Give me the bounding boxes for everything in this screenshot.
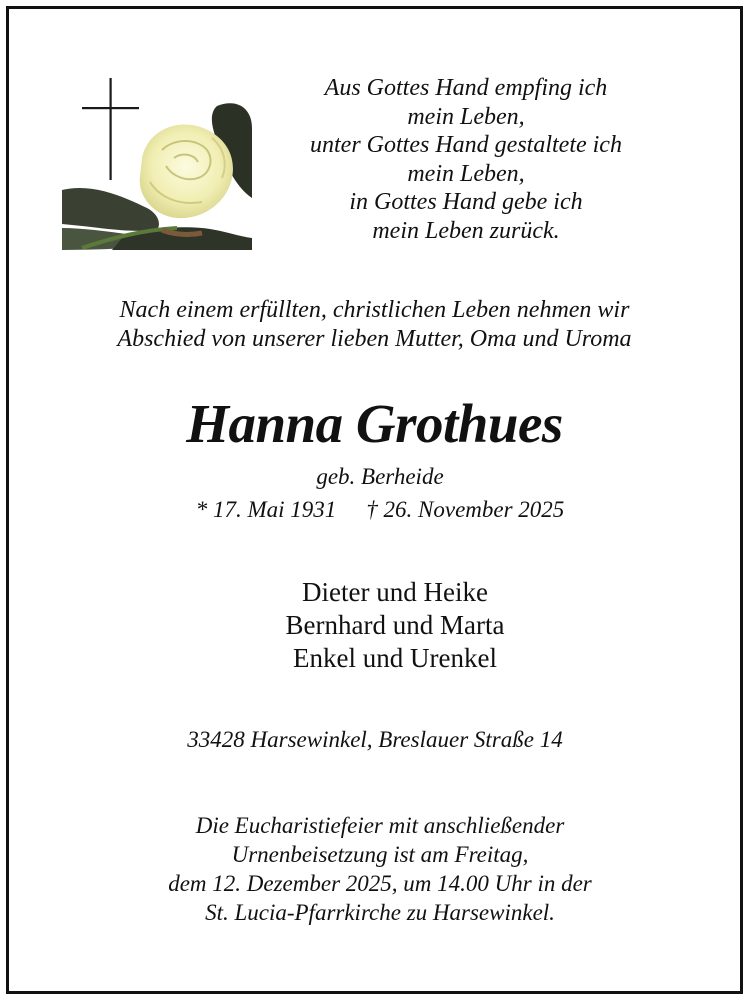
mourners [150,576,640,675]
death-date: † 26. November 2025 [366,497,565,522]
intro-line: Nach einem erfüllten, christlichen Leben nehmen wir [119,297,630,323]
deceased-name: Hanna Grothues [186,393,563,454]
intro-text [20,296,729,354]
service-line: dem 12. Dezember 2025, um 14.00 Uhr in der [168,871,592,896]
mourner-line: Enkel und Urenkel [293,643,497,673]
cross-and-rose-image [62,78,252,250]
maiden-name: geb. Berheide [316,464,444,489]
birth-date: * 17. Mai 1931 [195,497,337,522]
mourner-line: Bernhard und Marta [285,610,505,640]
verse-line: mein Leben, [407,160,525,187]
mourner-line: Dieter und Heike [302,577,488,607]
service-line: St. Lucia-Pfarrkirche zu Harsewinkel. [205,900,555,925]
verse-line: in Gottes Hand gebe ich [349,189,583,215]
address: 33428 Harsewinkel, Breslauer Straße 14 [187,727,563,752]
service-line: Urnenbeisetzung ist am Freitag, [231,842,529,867]
life-dates [150,495,610,525]
service-line: Die Eucharistiefeier mit anschließender [195,813,565,838]
service-info [60,811,700,927]
intro-line: Abschied von unserer lieben Mutter, Oma und Uroma [117,326,632,352]
verse [268,74,664,245]
verse-line: unter Gottes Hand gestaltete ich [310,132,622,158]
verse-line: Aus Gottes Hand empfing ich [324,75,608,101]
verse-line: mein Leben, [407,103,525,130]
verse-line: mein Leben zurück. [372,217,560,244]
